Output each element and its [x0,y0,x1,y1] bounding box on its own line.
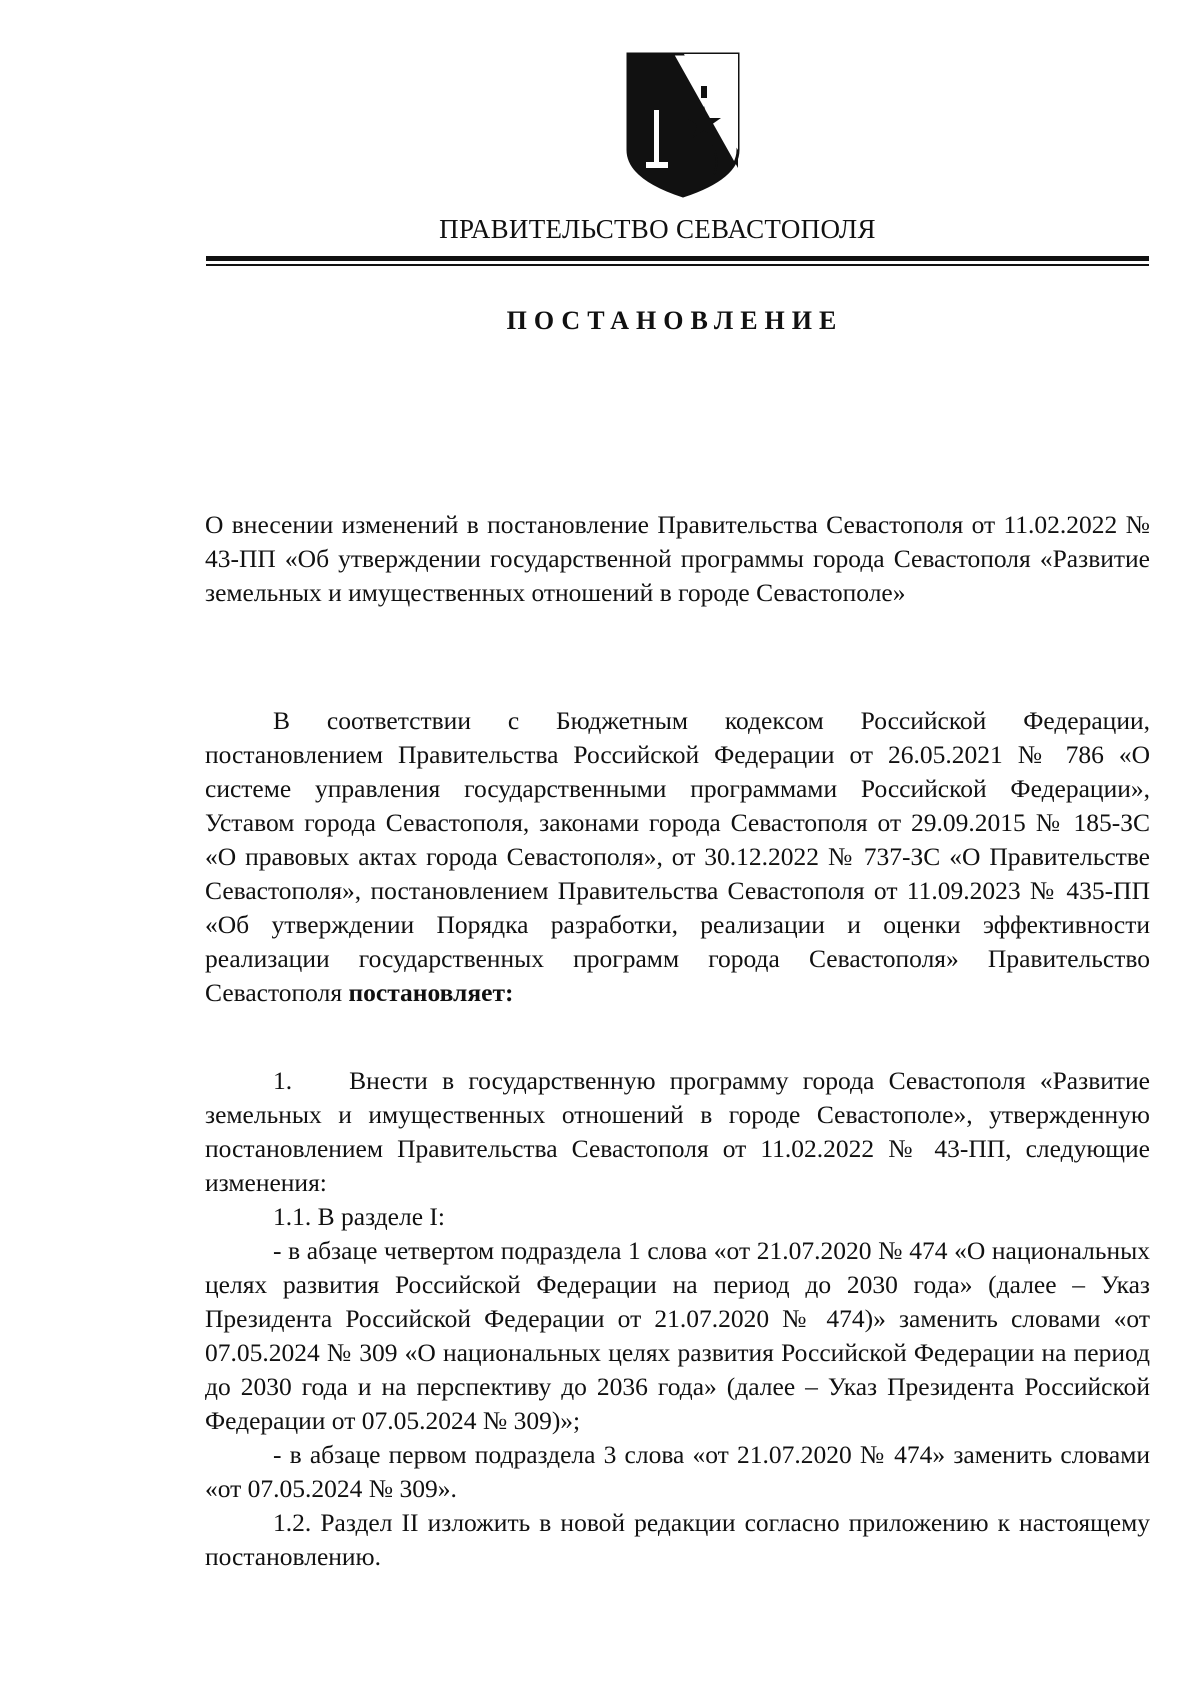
document-title-text: О внесении изменений в постановление Правительства Севастополя от 11.02.2022 № 43-ПП «Об утверждении государственной программы города Севастополя «Развитие земельных и имущественных отношений в городе Севастополе» [205,510,1150,607]
resolves-keyword: постановляет: [348,978,514,1007]
sevastopol-coat-of-arms-icon [624,50,742,200]
item-1-2: 1.2. Раздел II изложить в новой редакции согласно приложению к настоящему постановлению. [205,1508,1150,1571]
government-name: ПРАВИТЕЛЬСТВО СЕВАСТОПОЛЯ [439,214,876,244]
header-divider-thick [206,256,1149,261]
item-1-1-b: - в абзаце первом подраздела 3 слова «от 21.07.2020 № 474» заменить словами «от 07.05.2024 № 309». [205,1440,1150,1503]
resolution-items [205,1064,1150,1574]
item-1-1-a: - в абзаце четвертом подраздела 1 слова «от 21.07.2020 № 474 «О национальных целях развития Российской Федерации на период до 2030 года» (далее – Указ Президента Российской Федерации от 21.07.2020 № 474)» заменить словами «от 07.05.2024 № 309 «О национальных целях развития Российской Федерации на период до 2030 года и на перспективу до 2036 года» (далее – Указ Президента Российской Федерации от 07.05.2024 № 309)»; [205,1236,1150,1435]
preamble [205,704,1150,1010]
header-divider-thin [206,264,1149,266]
preamble-text: В соответствии с Бюджетным кодексом Российской Федерации, постановлением Правительства Российской Федерации от 26.05.2021 № 786 «О системе управления государственными программами Российской Федерации», Уставом города Севастополя, законами города Севастополя от 29.09.2015 № 185-ЗС «О правовых актах города Севастополя», от 30.12.2022 № 737-ЗС «О Правительстве Севастополя», постановлением Правительства Севастополя от 11.09.2023 № 435-ПП «Об утверждении Порядка разработки, реализации и оценки эффективности реализации государственных программ города Севастополя» Правительство Севастополя [205,706,1150,1007]
document-title [205,508,1150,610]
item-1: 1. Внести в государственную программу города Севастополя «Развитие земельных и имущественных отношений в городе Севастополе», утвержденную постановлением Правительства Севастополя от 11.02.2022 № 43-ПП, следующие изменения: [205,1066,1150,1197]
preamble-paragraph [205,704,1150,1010]
item-1-1: 1.1. В разделе I: [273,1202,445,1231]
document-type-heading: ПОСТАНОВЛЕНИЕ [506,306,844,335]
